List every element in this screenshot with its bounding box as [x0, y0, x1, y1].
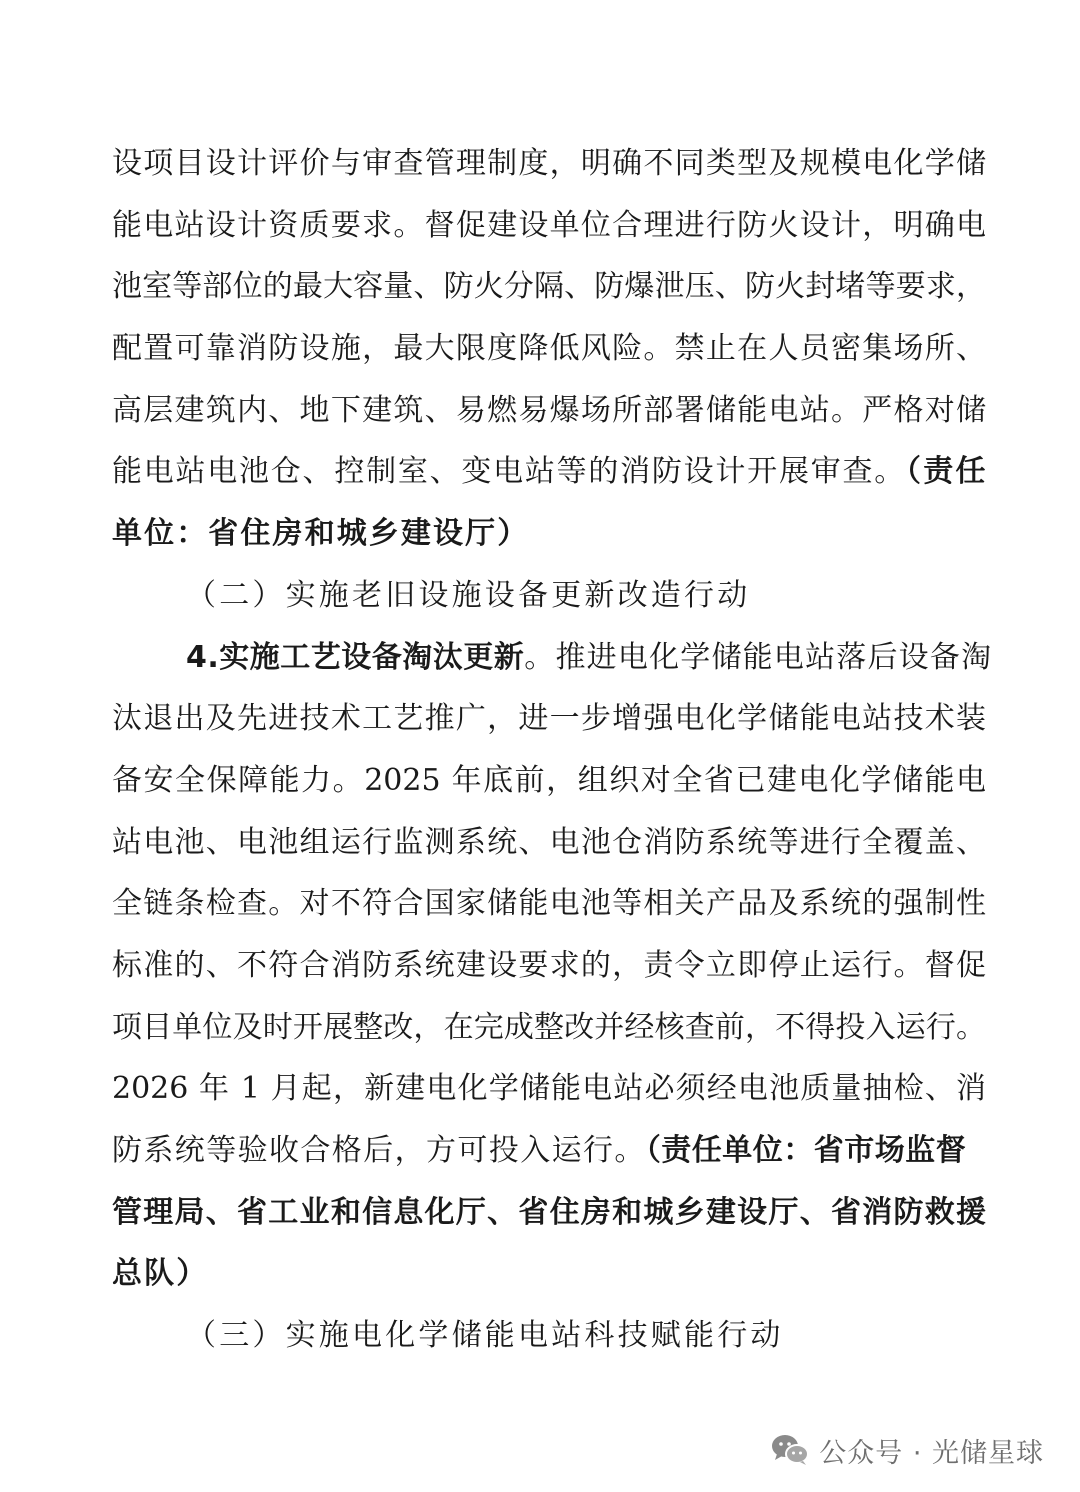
paragraph-line: 备安全保障能力。2025 年底前，组织对全省已建电化学储能电 [112, 762, 986, 798]
paragraph-line: 站电池、电池组运行监测系统、电池仓消防系统等进行全覆盖、 [112, 824, 986, 860]
paragraph-line [112, 627, 993, 689]
responsibility-label: （责任单位：省市场监督 [645, 1133, 967, 1168]
paragraph-line: 全链条检查。对不符合国家储能电池等相关产品及系统的强制性 [112, 886, 986, 922]
watermark-text: 公众号 · 光储星球 [819, 1437, 1044, 1469]
paragraph-line: 高层建筑内、地下建筑、易燃易爆场所部署储能电站。严格对储 [112, 392, 986, 428]
paragraph-line: 2026 年 1 月起，新建电化学储能电站必须经电池质量抽检、消 [112, 1071, 986, 1107]
paragraph-line: 汰退出及先进技术工艺推广，进一步增强电化学储能电站技术装 [112, 701, 986, 737]
responsibility-line: 管理局、省工业和信息化厅、省住房和城乡建设厅、省消防救援 [112, 1194, 986, 1230]
paragraph-line: 项目单位及时开展整改，在完成整改并经核查前，不得投入运行。 [112, 1009, 986, 1045]
paragraph-line: 能电站设计资质要求。督促建设单位合理进行防火设计，明确电 [112, 207, 986, 243]
paragraph-line [112, 1120, 986, 1182]
responsibility-line: 总队） [112, 1256, 209, 1292]
document-page [112, 133, 993, 1367]
paragraph-line: 配置可靠消防设施，最大限度降低风险。禁止在人员密集场所、 [112, 331, 986, 367]
paragraph-line: 设项目设计评价与审查管理制度，明确不同类型及规模电化学储 [112, 146, 986, 181]
responsibility-line: 单位：省住房和城乡建设厅） [112, 516, 530, 552]
paragraph-line [112, 441, 986, 503]
responsibility-label: （责任 [905, 454, 987, 490]
watermark [771, 1430, 1044, 1470]
item-title: 4.实施工艺设备淘汰更新 [186, 639, 525, 675]
wechat-icon [771, 1433, 809, 1467]
paragraph-text: 。推进电化学储能电站落后设备淘 [524, 639, 993, 675]
section-heading: （二）实施老旧设施设备更新改造行动 [186, 577, 751, 613]
paragraph-line: 池室等部位的最大容量、防火分隔、防爆泄压、防火封堵等要求， [112, 269, 986, 305]
section-heading: （三）实施电化学储能电站科技赋能行动 [186, 1318, 784, 1354]
paragraph-text: 防系统等验收合格后，方可投入运行。 [112, 1133, 646, 1168]
paragraph-text: 能电站电池仓、控制室、变电站等的消防设计开展审查。 [112, 454, 906, 490]
paragraph-line: 标准的、不符合消防系统建设要求的，责令立即停止运行。督促 [112, 947, 986, 983]
